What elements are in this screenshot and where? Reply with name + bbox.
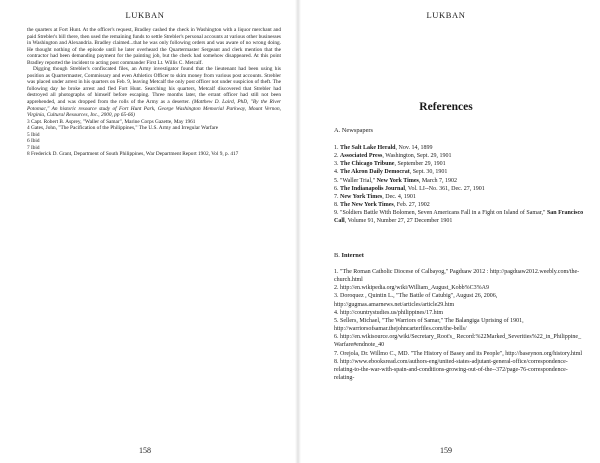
left-paragraph-1: the quarters at Fort Hunt. At the officer's request, Bradley cashed the check in Washington with a liquor merchant and paid Strebler's bill there, then used the remaining funds to settle Strebler's personal accounts at various other businesses in Washington and Alexandria. Bradley claimed...that he was only following orders and was aware of no wrong doing. He thought nothing of the episode until he later overheard the Quartermaster Sergeant and clerk mention that the contractor had been demanding payment for the painting job, but the check had somehow disappeared. At this point Bradley reported the incident to acting post commander First Lt. Willis C. Metcalf. <box>27 27 281 66</box>
internet-item: 8. http://www.ebooksread.com/authors-eng/united-states-adjutant-general-office/correspondence-relating-to-the-war-with-spain-and-conditions-growing-out-of-the--372/page-76-correspondence-relating- <box>334 358 568 382</box>
footnote-3: 3 Capt. Robert B. Asprey, "Waller of Samar", Marine Corps Gazette, May 1961 <box>27 118 196 125</box>
newspaper-item: 2. Associated Press, Washington, Sept. 29, 1901 <box>334 153 452 160</box>
newspapers-section <box>334 127 584 135</box>
internet-item: 6. http://en.wikisource.org/wiki/Secretary_Root's_ Record:%22Marked_Severities%22_in_Philippine_ Warfare#endnote_40 <box>334 334 582 349</box>
left-page-number: 158 <box>139 446 151 455</box>
footnote-5: 5 Ibid <box>27 131 40 138</box>
footnote-8: 8 Frederick D. Grant, Department of South Philippines, War Department Report 1902, Vol 9, p. 417 <box>27 151 239 158</box>
references-title: References <box>419 101 473 113</box>
left-paragraph-2 <box>27 66 281 118</box>
newspapers-list <box>334 144 584 226</box>
internet-section <box>334 252 584 260</box>
newspaper-item: 4. The Akron Daily Democrat, Sept. 30, 1901 <box>334 169 448 176</box>
right-running-head: LUKBAN <box>426 10 466 20</box>
left-page-body <box>27 27 281 158</box>
internet-item: 4. http://countrystudies.us/philippines/17.htm <box>334 309 443 316</box>
paragraph-2-citation: (Matthew D. Laird, PhD, "By the River Potomac," An historic resource study of Fort Hunt Park, George Washington Memorial Parkway, Mount Vernon, Virginia, Cultural Resources, Inc., 2000, pp 65-66) <box>27 99 281 119</box>
internet-item: 2. http://en.wikipedia.org/wiki/William_August_Kobb%C3%A9 <box>334 285 489 292</box>
newspaper-item: 8. The New York Times, Feb. 27, 1902 <box>334 202 430 209</box>
newspaper-item: 5. "Waller Trial," New York Times, March 7, 1902 <box>334 177 457 184</box>
internet-item: 3. Doroquez , Quintin L., "The Battle of Catubig", August 26, 2006, http://gugmas.amarnews.net/articles/article29.htm <box>334 293 498 308</box>
internet-list <box>334 268 584 382</box>
left-page <box>0 0 290 463</box>
footnote-7: 7 Ibid <box>27 144 40 151</box>
newspaper-item: 1. The Salt Lake Herald, Nov. 14, 1899 <box>334 145 433 151</box>
right-page-number: 159 <box>440 446 452 455</box>
internet-heading: B. Internet <box>334 252 364 259</box>
newspaper-item: 3. The Chicago Tribune, September 29, 1901 <box>334 161 446 168</box>
footnote-6: 6 Ibid <box>27 138 40 145</box>
right-page <box>301 0 591 463</box>
left-running-head: LUKBAN <box>125 10 165 20</box>
newspaper-item: 9. "Soldiers Battle With Bolomen, Seven Americans Fall in a Fight on Island of Samar," San Francisco Call, Volume 91, Number 27, 27 December 1901 <box>334 210 584 225</box>
internet-item: 7. Orejola, Dr. Willmo C., MD. "The History of Basey and its People", http://baseynon.org/history.html <box>334 350 583 357</box>
newspapers-heading: A. Newspapers <box>334 127 374 134</box>
paragraph-2-text: Digging though Strebler's confiscated files, an Army investigator found that the lieutenant had been using his position as Quartermaster, Commissary and even Athletics Officer to skim money from various post accounts. Strebler was placed under arrest in his quarters on Feb. 9, leaving Metcalf the only post officer not under suspicion of theft. The following day he broke arrest and fled Fort Hunt. Searching his quarters, Metcalf discovered that Strebler had destroyed all photographs of himself before escaping. Three months later, the errant officer had still not been apprehended, and was dropped from the rolls of the Army as a deserter. <box>27 66 281 106</box>
newspaper-item: 7. New York Times, Dec. 4, 1901 <box>334 193 416 200</box>
internet-item: 5. Sellers, Michael, "The Warriors of Samar," The Balangiga Uprising of 1901, http://warriorsofsamar.thejohncarterfiles.com/the-bells/ <box>334 317 524 333</box>
newspaper-item: 6. The Indianapolis Journal, Vol. LI--No. 361, Dec. 27, 1901 <box>334 185 485 192</box>
internet-item: 1. "The Roman Catholic Diocese of Calbayog," Pagduaw 2012 : http://pagduaw2012.weebly.com/the-church.html <box>334 269 580 284</box>
footnote-4: 4 Gates, John, "The Pacification of the Philippines," The U.S. Army and Irregular Warfare <box>27 125 219 132</box>
